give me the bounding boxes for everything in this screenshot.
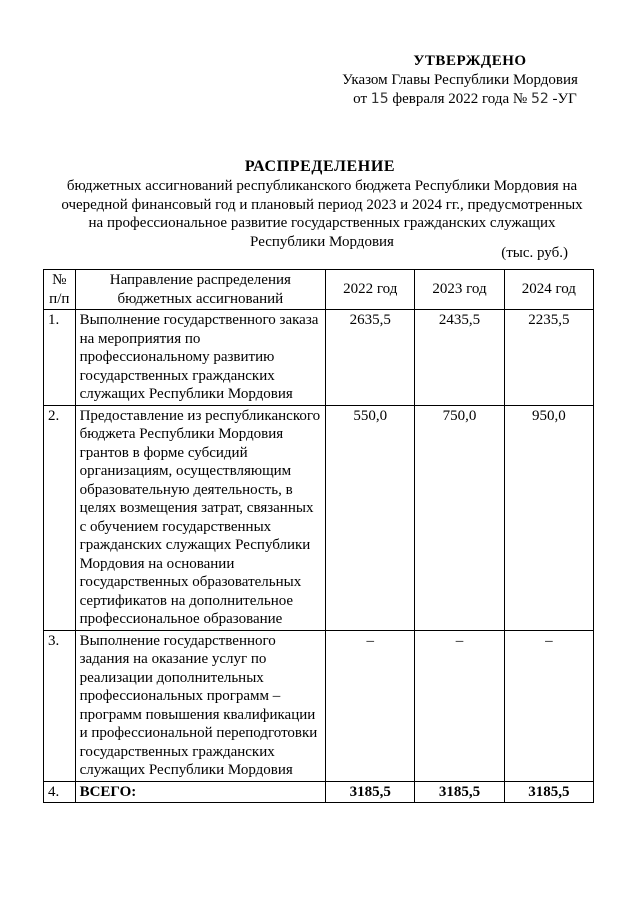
row-value-2023: 750,0 — [415, 405, 504, 630]
row-value-2024: 950,0 — [504, 405, 593, 630]
document-subtitle — [52, 177, 592, 251]
header-direction: Направление распределения бюджетных ассигнований — [75, 270, 325, 310]
row-value-2024: 2235,5 — [504, 310, 593, 406]
header-num: № п/п — [44, 270, 76, 310]
row-value-2022: 550,0 — [326, 405, 415, 630]
row-num: 2. — [44, 405, 76, 630]
subtitle-line: Республики Мордовия — [250, 233, 394, 250]
row-value-2023: 2435,5 — [415, 310, 504, 406]
row-direction: Выполнение государственного задания на оказание услуг по реализации дополнительных профессиональных программ – программ повышения квалификации и профессиональной переподготовки государственных гражданских служащих Республики Мордовия — [75, 630, 325, 781]
decree-number: 52 — [530, 91, 549, 107]
header-2022: 2022 год — [326, 270, 415, 310]
row-num: 3. — [44, 630, 76, 781]
total-row — [44, 781, 594, 803]
header-2023: 2023 год — [415, 270, 504, 310]
document-title: РАСПРЕДЕЛЕНИЕ — [244, 158, 396, 175]
table-row — [44, 630, 594, 781]
row-value-2024: – — [504, 630, 593, 781]
total-value-2023: 3185,5 — [415, 781, 504, 803]
total-value-2022: 3185,5 — [326, 781, 415, 803]
table-row — [44, 310, 594, 406]
date-rest: февраля 2022 года № — [392, 91, 528, 107]
total-num: 4. — [44, 781, 76, 803]
row-value-2022: 2635,5 — [326, 310, 415, 406]
approval-title: УТВЕРЖДЕНО — [413, 53, 527, 69]
total-label: ВСЕГО: — [75, 781, 325, 803]
subtitle-line: бюджетных ассигнований республиканского бюджета Республики Мордовия на — [66, 178, 578, 194]
decree-number-suffix: -УГ — [552, 91, 577, 107]
date-day: 15 — [370, 91, 389, 107]
row-direction: Предоставление из республиканского бюджета Республики Мордовия грантов в форме субсидий организациям, осуществляющим образовательную деятельность, в целях возмещения затрат, связанных с обучением государственных гражданских служащих Республики Мордовия на основании государственных образовательных сертификатов на дополнительное профессиональное образование — [75, 405, 325, 630]
table-row — [44, 405, 594, 630]
approval-block — [330, 52, 590, 109]
total-value-2024: 3185,5 — [504, 781, 593, 803]
date-prefix: от — [353, 91, 368, 107]
header-2024: 2024 год — [504, 270, 593, 310]
units-label: (тыс. руб.) — [501, 245, 568, 261]
row-num: 1. — [44, 310, 76, 406]
row-direction: Выполнение государственного заказа на мероприятия по профессиональному развитию государственных гражданских служащих Республики Мордовия — [75, 310, 325, 406]
subtitle-line: очередной финансовый год и плановый период 2023 и 2024 гг., предусмотренных — [61, 196, 583, 213]
table-header-row — [44, 270, 594, 310]
allocation-table — [43, 269, 594, 803]
row-value-2022: – — [326, 630, 415, 781]
subtitle-line: на профессиональное развитие государственных гражданских служащих — [88, 215, 556, 231]
approval-date — [330, 90, 590, 109]
approval-decree: Указом Главы Республики Мордовия — [342, 72, 578, 88]
row-value-2023: – — [415, 630, 504, 781]
